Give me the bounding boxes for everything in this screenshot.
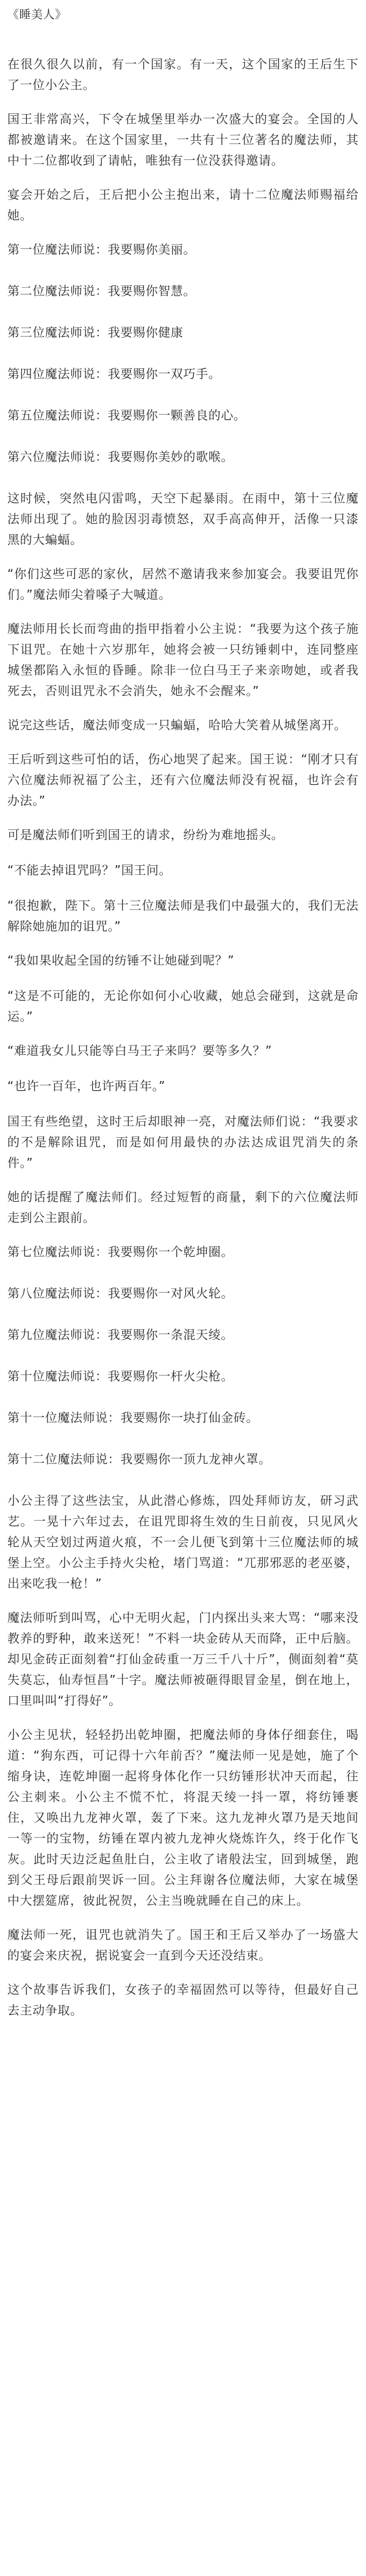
paragraph: 魔法师用长长而弯曲的指甲指着小公主说：“我要为这个孩子施下诅咒。在她十六岁那年，她将会被一只纺锤刺中，连同整座城堡都陷入永恒的昏睡。除非一位白马王子来亲吻她，或者我死去，否则诅咒永不会消失，她永不会醒来。”	[7, 621, 359, 698]
paragraph: 这时候，突然电闪雷鸣，天空下起暴雨。在雨中，第十三位魔法师出现了。她的脸因羽毒愤怒，双手高高伸开，活像一只漆黑的大蝙蝠。	[7, 491, 359, 547]
paragraph: 在很久很久以前，有一个国家。有一天，这个国家的王后生下了一位小公主。	[7, 57, 359, 92]
paragraph: 这个故事告诉我们，女孩子的幸福固然可以等待，但最好自己去主动争取。	[7, 1982, 359, 2018]
paragraph: 第六位魔法师说：我要赐你美妙的歌喉。	[7, 449, 234, 464]
paragraph: 第十二位魔法师说：我要赐你一顶九龙神火罩。	[7, 1452, 271, 1466]
paragraph: 宴会开始之后，王后把小公主抱出来，请十二位魔法师赐福给她。	[7, 187, 359, 223]
paragraph: 小公主得了这些法宝，从此潜心修炼，四处拜师访友，研习武艺。一晃十六年过去，在诅咒即将生效的生日前夜，只见风火轮从天空划过两道火痕，不一会儿便飞到第十三位魔法师的城堡上空。小公主手持火尖枪，堵门骂道：“兀那邪恶的老巫婆，出来吃我一枪！”	[7, 1493, 359, 1591]
paragraph: 魔法师一死，诅咒也就消失了。国王和王后又举办了一场盛大的宴会来庆祝，据说宴会一直到今天还没结束。	[7, 1927, 359, 1963]
paragraph: 第八位魔法师说：我要赐你一对风火轮。	[7, 1286, 234, 1300]
paragraph: 说完这些话，魔法师变成一只蝙蝠，哈哈大笑着从城堡离开。	[7, 718, 347, 732]
paragraph: “这是不可能的，无论你如何小心收藏，她总会碰到，这就是命运。”	[7, 988, 359, 1024]
paragraph: 王后听到这些可怕的话，伤心地哭了起来。国王说：“刚才只有六位魔法师祝福了公主，还有六位魔法师没有祝福，也许会有办法。”	[7, 752, 359, 808]
paragraph: 她的话提醒了魔法师们。经过短暂的商量，剩下的六位魔法师走到公主跟前。	[7, 1190, 359, 1225]
paragraph: “不能去掉诅咒吗？”国王问。	[7, 863, 172, 877]
paragraph: “很抱歉，陛下。第十三位魔法师是我们中最强大的，我们无法解除她施加的诅咒。”	[7, 898, 359, 933]
paragraph: 第七位魔法师说：我要赐你一个乾坤圈。	[7, 1244, 234, 1259]
paragraph: “我如果收起全国的纺锤不让她碰到呢？”	[7, 953, 235, 968]
paragraph: 可是魔法师们听到国王的请求，纷纷为难地摇头。	[7, 827, 284, 842]
paragraph: 第十一位魔法师说：我要赐你一块打仙金砖。	[7, 1410, 259, 1425]
paragraph: 第五位魔法师说：我要赐你一颗善良的心。	[7, 408, 246, 423]
paragraph: 国王有些绝望，这时王后却眼神一亮，对魔法师们说：“我要求的不是解除诅咒，而是如何用最快的办法达成诅咒消失的条件。”	[7, 1114, 359, 1170]
paragraph: 第一位魔法师说：我要赐你美丽。	[7, 242, 196, 257]
paragraph: 第二位魔法师说：我要赐你智慧。	[7, 284, 196, 298]
paragraph: 第四位魔法师说：我要赐你一双巧手。	[7, 366, 221, 381]
paragraph: 国王非常高兴，下令在城堡里举办一次盛大的宴会。全国的人都被邀请来。在这个国家里，一共有十三位著名的魔法师，其中十二位都收到了请帖，唯独有一位没获得邀请。	[7, 112, 359, 168]
paragraph: 小公主见状，轻轻扔出乾坤圈，把魔法师的身体仔细套住，喝道：“狗东西，可记得十六年前否？”魔法师一见是她，施了个缩身诀，连乾坤圈一起将身体化作一只纺锤形状冲天而起，往公主刺来。小公主不慌不忙，将混天绫一抖一罩，将纺锤裹住，又唤出九龙神火罩，轰了下来。这九龙神火罩乃是天地间一等一的宝物，纺锤在罩内被九龙神火烧炼许久，终于化作飞灰。此时天边泛起鱼肚白，公主收了诸般法宝，回到城堡，跑到父王母后跟前哭诉一回。公主拜谢各位魔法师，大家在城堡中大摆筵席，彼此祝贺，公主当晚就睡在自己的床上。	[7, 1727, 359, 1908]
paragraph: 第九位魔法师说：我要赐你一条混天绫。	[7, 1327, 234, 1342]
paragraph: “你们这些可恶的家伙，居然不邀请我来参加宴会。我要诅咒你们。”魔法师尖着嗓子大喊道。	[7, 566, 359, 602]
paragraph: 第十位魔法师说：我要赐你一杆火尖枪。	[7, 1369, 234, 1383]
paragraph: “也许一百年，也许两百年。”	[7, 1079, 166, 1093]
paragraph: “难道我女儿只能等白马王子来吗？要等多久？”	[7, 1043, 272, 1058]
article-title: 《睡美人》	[7, 8, 67, 21]
paragraph: 第三位魔法师说：我要赐你健康	[7, 325, 184, 340]
paragraph: 魔法师听到叫骂，心中无明火起，门内探出头来大骂：“哪来没教养的野种，敢来送死！”不料一块金砖从天而降，正中后脑。却见金砖正面刻着“打仙金砖重一万三千八十斤”，侧面刻着“莫失莫忘，仙寿恒昌”十字。魔法师被砸得眼冒金星，倒在地上，口里叫叫“打得好”。	[7, 1610, 359, 1708]
